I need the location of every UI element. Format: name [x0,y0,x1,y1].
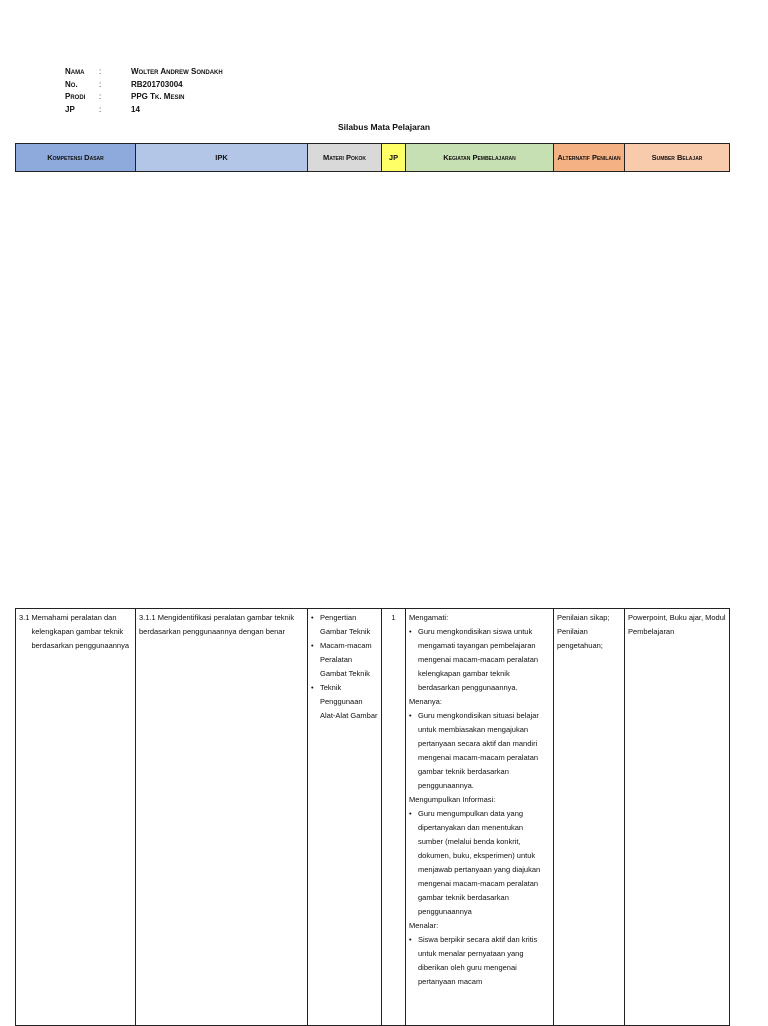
cell-sumber-belajar: Powerpoint, Buku ajar, Modul Pembelajaran [625,609,730,1026]
header-jp: JP [382,144,406,172]
info-colon: : [99,67,102,76]
info-label: Prodi [65,92,86,102]
info-value-no: RB201703004 [131,79,183,89]
info-row-prodi [65,91,223,104]
header-materi-pokok: Materi Pokok [308,144,382,172]
cell-kompetensi-dasar [16,609,136,1026]
syllabus-body-table [15,608,730,1026]
cell-materi-pokok [308,609,382,1026]
cell-jp: 1 [382,609,406,1026]
kegiatan-item: • Guru mengumpulkan data yang dipertanyakan dan menentukan sumber (melalui benda konkrit, dokumen, buku, eksperimen) untuk menjawab pertanyaan yang diajukan mengenai macam-macam peralatan gambar teknik berdasarkan penggunaannya [418,807,550,919]
cell-alternatif-penilaian: Penilaian sikap; Penilaian pengetahuan; [554,609,625,1026]
kegiatan-item: • Guru mengkondisikan situasi belajar untuk membiasakan mengajukan pertanyaan secara aktif dan mandiri mengenai macam-macam peralatan gambar teknik berdasarkan penggunaannya. [418,709,550,793]
info-value-prodi: PPG Tk. Mesin [131,92,185,102]
info-label: No. [65,79,78,89]
materi-item: • Teknik Penggunaan Alat-Alat Gambar [320,681,378,723]
table-row [16,609,730,1026]
info-value-jp: 14 [131,104,140,114]
page-title: Silabus Mata Pelajaran [337,122,431,132]
syllabus-header-table [15,143,730,172]
kegiatan-item: • Guru mengkondisikan siswa untuk mengamati tayangan pembelajaran mengenai macam-macam peralatan kelengkapan gambar teknik berdasarkan penggunaannya. [418,625,550,695]
info-colon: : [99,79,102,89]
info-row-no [65,79,223,92]
kegiatan-head: Menalar: [409,921,439,930]
kd-text: Memahami peralatan dan kelengkapan gambar teknik berdasarkan penggunaannya [31,613,130,650]
header-kompetensi-dasar: Kompetensi Dasar [16,144,136,172]
kd-number: 3.1 [19,613,30,622]
kegiatan-item: • Siswa berpikir secara aktif dan kritis untuk menalar pernyataan yang diberikan oleh guru mengenai pertanyaan macam [418,933,550,989]
materi-item: • Macam-macam Peralatan Gambat Teknik [320,639,378,681]
header-alternatif-penilaian: Alternatif Penilaian [554,144,625,172]
kegiatan-head: Mengumpulkan Informasi: [409,795,496,804]
header-kegiatan-pembelajaran: Kegiatan Pembelajaran [406,144,554,172]
cell-ipk: 3.1.1 Mengidentifikasi peralatan gambar teknik berdasarkan penggunaannya dengan benar [136,609,308,1026]
info-colon: : [99,92,102,102]
info-label: Nama [65,67,85,76]
kegiatan-head: Mengamati: [409,613,449,622]
header-ipk: IPK [136,144,308,172]
info-row-nama [65,66,223,79]
info-row-jp [65,104,223,117]
info-value-nama: Wolter Andrew Sondakh [131,67,223,76]
kegiatan-head: Menanya: [409,697,442,706]
info-label: JP [65,104,75,114]
header-sumber-belajar: Sumber Belajar [625,144,730,172]
materi-item: • Pengertian Gambar Teknik [320,611,378,639]
identity-block [65,66,223,116]
info-colon: : [99,104,102,114]
cell-kegiatan-pembelajaran [406,609,554,1026]
